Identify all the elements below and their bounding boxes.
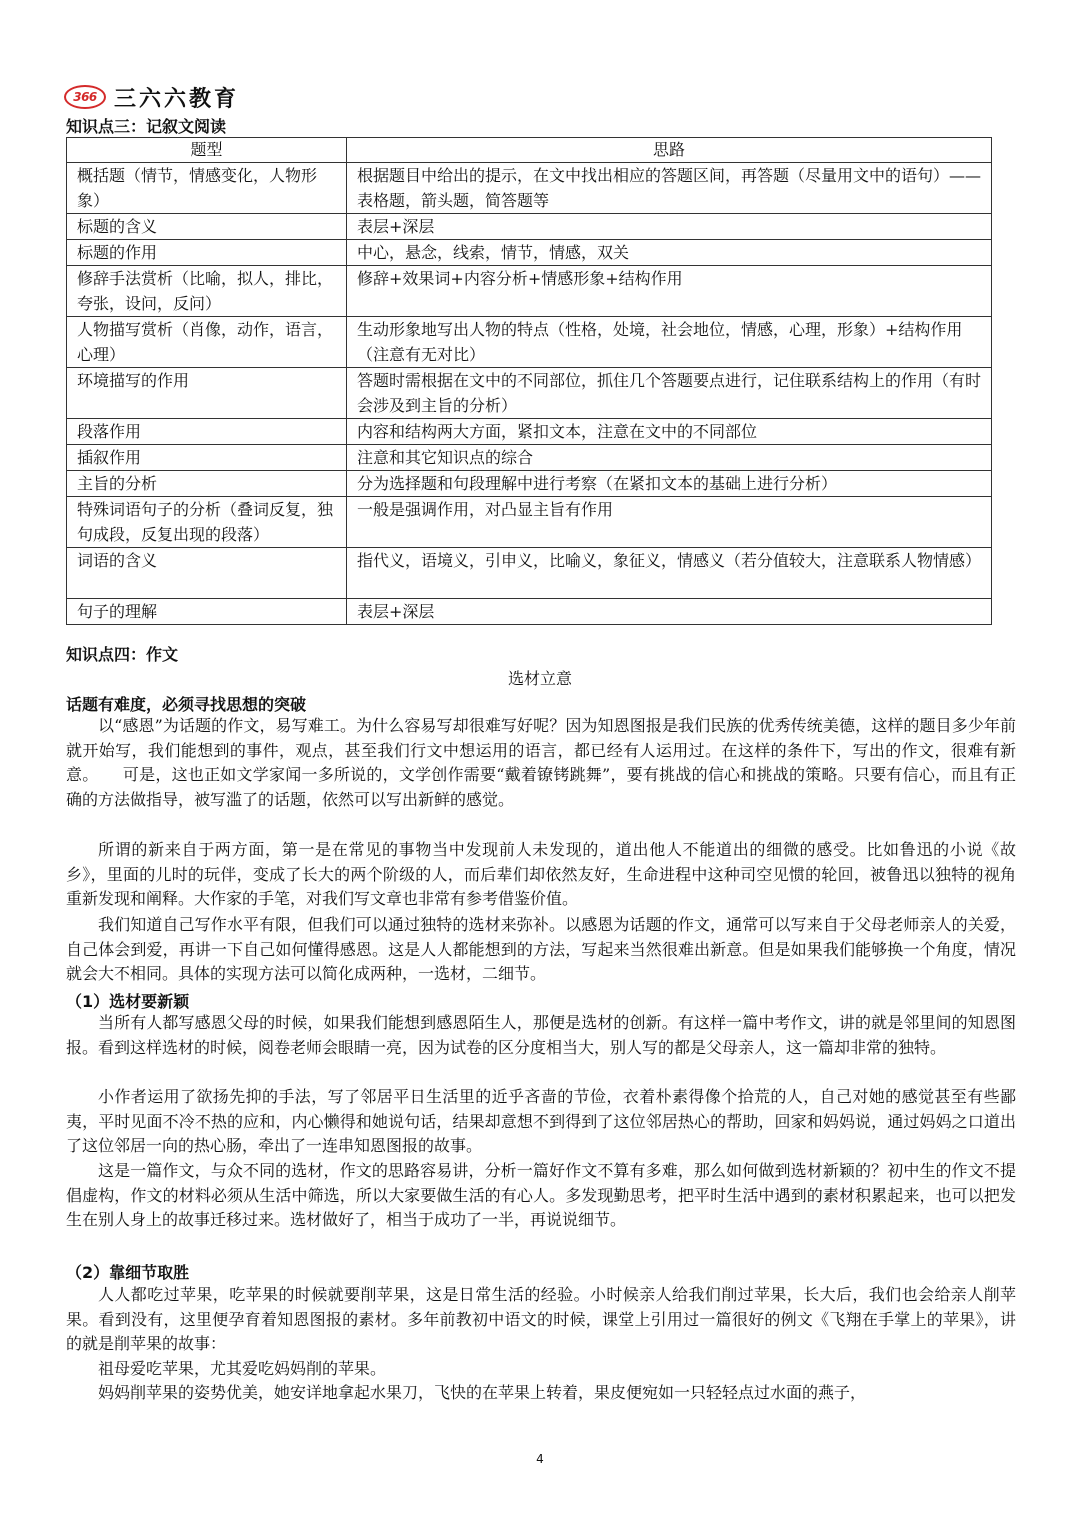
paragraph: 妈妈削苹果的姿势优美，她安详地拿起水果刀，飞快的在苹果上转着，果皮便宛如一只轻轻点过水面的燕子，: [98, 1383, 867, 1402]
table-row: [67, 599, 992, 625]
table-header-row: [67, 138, 992, 163]
subheading-details: （2）靠细节取胜: [66, 1263, 190, 1282]
question-type-cell: 标题的作用: [67, 240, 347, 266]
approach-cell: 注意和其它知识点的综合: [347, 445, 992, 471]
subheading-breakthrough: 话题有难度，必须寻找思想的突破: [66, 695, 307, 714]
approach-cell: 答题时需根据在文中的不同部位，抓住几个答题要点进行，记住联系结构上的作用（有时会涉及到主旨的分析）: [347, 368, 992, 419]
question-type-cell: 主旨的分析: [67, 471, 347, 497]
table-row: [67, 240, 992, 266]
question-type-cell: 人物描写赏析（肖像，动作，语言，心理）: [67, 317, 347, 368]
paragraph: 当所有人都写感恩父母的时候，如果我们能想到感恩陌生人，那便是选材的创新。有这样一篇中考作文，讲的就是邻里间的知恩图报。看到这样选材的时候，阅卷老师会眼睛一亮，因为试卷的区分度相当大，别人写的都是父母亲人，这一篇却非常的独特。: [66, 1013, 1016, 1057]
paragraph: 所谓的新来自于两方面，第一是在常见的事物当中发现前人未发现的，道出他人不能道出的细微的感受。比如鲁迅的小说《故乡》，里面的儿时的玩伴，变成了长大的两个阶级的人，而后辈们却依然友好，生命进程中这种司空见惯的轮回，被鲁迅以独特的视角重新发现和阐释。大作家的手笔，对我们写文章也非常有参考借鉴价值。: [66, 840, 1016, 909]
approach-cell: 修辞+效果词+内容分析+情感形象+结构作用: [347, 266, 992, 317]
knowledge-table: [66, 137, 992, 625]
approach-cell: 根据题目中给出的提示，在文中找出相应的答题区间，再答题（尽量用文中的语句）——表格题，箭头题，简答题等: [347, 163, 992, 214]
approach-cell: 表层+深层: [347, 214, 992, 240]
paragraph: 以“感恩”为话题的作文，易写难工。为什么容易写却很难写好呢？因为知恩图报是我们民族的优秀传统美德，这样的题目多少年前就开始写，我们能想到的事件，观点，甚至我们行文中想运用的语言，都已经有人运用过。在这样的条件下，写出的作文，很难有新意。 可是，这也正如文学家闻一多所说的，文学创作需要“戴着镣铐跳舞”，要有挑战的信心和挑战的策略。只要有信心，而且有正确的方法做指导，被写滥了的话题，依然可以写出新鲜的感觉。: [66, 716, 1016, 809]
question-type-cell: 环境描写的作用: [67, 368, 347, 419]
table-row: [67, 548, 992, 599]
approach-cell: 分为选择题和句段理解中进行考察（在紧扣文本的基础上进行分析）: [347, 471, 992, 497]
question-type-cell: 词语的含义: [67, 548, 347, 599]
column-header: 思路: [347, 138, 992, 163]
section-title-3: 知识点三：记叙文阅读: [66, 117, 227, 136]
brand-logo: [64, 82, 239, 112]
logo-badge: 366: [64, 85, 106, 109]
approach-cell: 一般是强调作用，对凸显主旨有作用: [347, 497, 992, 548]
paragraph: 小作者运用了欲扬先抑的手法，写了邻居平日生活里的近乎吝啬的节俭，衣着朴素得像个拾荒的人，自己对她的感觉甚至有些鄙夷，平时见面不冷不热的应和，内心懒得和她说句话，结果却意想不到得到了这位邻居热心的帮助，回家和妈妈说，通过妈妈之口道出了这位邻居一向的热心肠，牵出了一连串知恩图报的故事。: [66, 1087, 1016, 1156]
table-row: [67, 317, 992, 368]
approach-cell: 指代义，语境义，引申义，比喻义，象征义，情感义（若分值较大，注意联系人物情感）: [347, 548, 992, 599]
paragraph: 这是一篇作文，与众不同的选材，作文的思路容易讲，分析一篇好作文不算有多难，那么如何做到选材新颖的？初中生的作文不提倡虚构，作文的材料必须从生活中筛选，所以大家要做生活的有心人。多发现勤思考，把平时生活中遇到的素材积累起来，也可以把发生在别人身上的故事迁移过来。选材做好了，相当于成功了一半，再说说细节。: [66, 1161, 1016, 1230]
approach-cell: 中心，悬念，线索，情节，情感，双关: [347, 240, 992, 266]
table-row: [67, 368, 992, 419]
question-type-cell: 句子的理解: [67, 599, 347, 625]
table-row: [67, 497, 992, 548]
brand-name: 三六六教育: [114, 86, 240, 112]
question-type-cell: 修辞手法赏析（比喻，拟人，排比，夸张，设问，反问）: [67, 266, 347, 317]
paragraph: 人人都吃过苹果，吃苹果的时候就要削苹果，这是日常生活的经验。小时候亲人给我们削过苹果，长大后，我们也会给亲人削苹果。看到没有，这里便孕育着知恩图报的素材。多年前教初中语文的时候，课堂上引用过一篇很好的例文《飞翔在手掌上的苹果》，讲的就是削苹果的故事：: [66, 1285, 1016, 1354]
approach-cell: 生动形象地写出人物的特点（性格，处境，社会地位，情感，心理，形象）+结构作用（注意有无对比）: [347, 317, 992, 368]
approach-cell: 内容和结构两大方面，紧扣文本，注意在文中的不同部位: [347, 419, 992, 445]
table-row: [67, 266, 992, 317]
section-title-4: 知识点四：作文: [66, 645, 179, 664]
page-number: 4: [536, 1452, 544, 1466]
subheading-material: （1）选材要新颖: [66, 992, 190, 1011]
essay-topic-heading: 选材立意: [507, 669, 572, 688]
question-type-cell: 段落作用: [67, 419, 347, 445]
table-row: [67, 214, 992, 240]
paragraph: 祖母爱吃苹果，尤其爱吃妈妈削的苹果。: [98, 1359, 387, 1378]
question-type-cell: 概括题（情节，情感变化，人物形象）: [67, 163, 347, 214]
table-row: [67, 471, 992, 497]
paragraph: 我们知道自己写作水平有限，但我们可以通过独特的选材来弥补。以感恩为话题的作文，通常可以写来自于父母老师亲人的关爱，自己体会到爱，再讲一下自己如何懂得感恩。这是人人都能想到的方法，写起来当然很难出新意。但是如果我们能够换一个角度，情况就会大不相同。具体的实现方法可以简化成两种，一选材，二细节。: [66, 915, 1016, 984]
table-row: [67, 445, 992, 471]
column-header: 题型: [67, 138, 347, 163]
table-row: [67, 163, 992, 214]
question-type-cell: 标题的含义: [67, 214, 347, 240]
approach-cell: 表层+深层: [347, 599, 992, 625]
question-type-cell: 插叙作用: [67, 445, 347, 471]
question-type-cell: 特殊词语句子的分析（叠词反复，独句成段，反复出现的段落）: [67, 497, 347, 548]
table-row: [67, 419, 992, 445]
